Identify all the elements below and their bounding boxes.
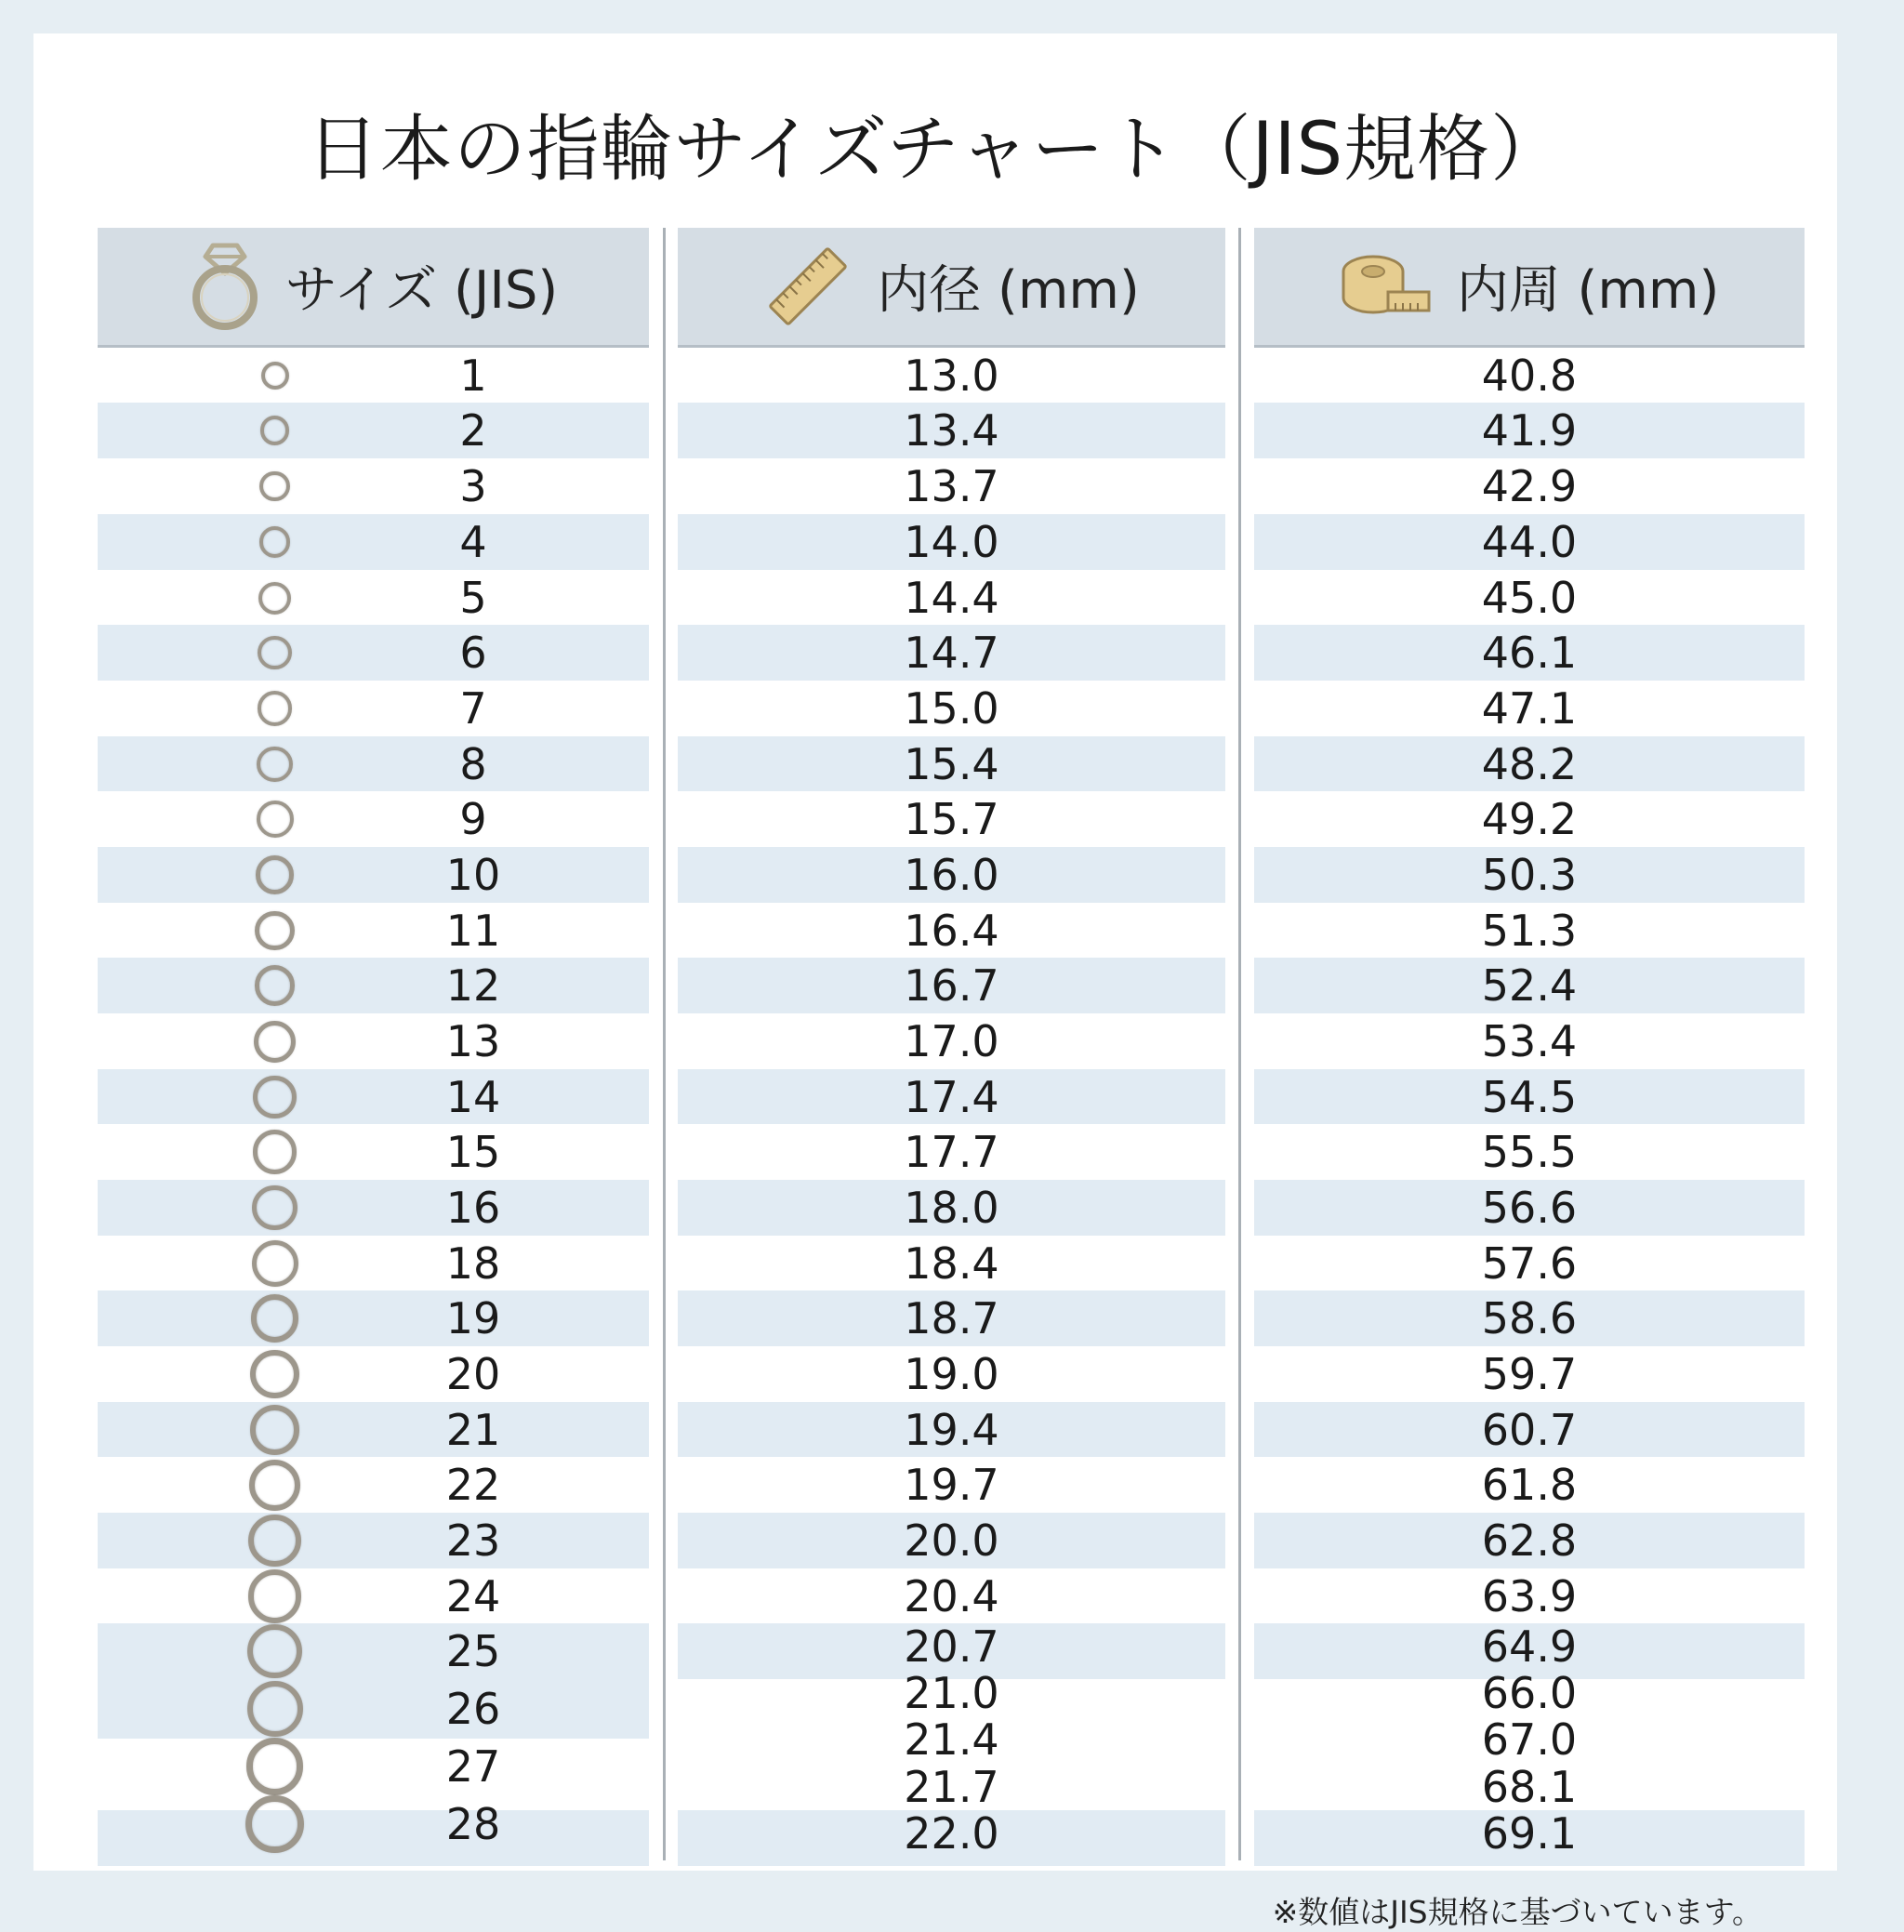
- diameter-row: [678, 1124, 1225, 1180]
- size-row: [98, 1124, 649, 1180]
- circumference-row: [1254, 1346, 1805, 1402]
- diameter-value: 21.7: [904, 1761, 999, 1812]
- diameter-row: [678, 903, 1225, 958]
- size-row: [98, 681, 649, 736]
- size-row: [98, 903, 649, 959]
- size-row: [98, 1290, 649, 1346]
- ring-cell: [98, 1568, 452, 1624]
- circumference-row: [1254, 1623, 1805, 1670]
- circumference-row: [1254, 1236, 1805, 1290]
- diameter-value: 18.0: [904, 1183, 999, 1233]
- diameter-row: [678, 958, 1225, 1013]
- diameter-value: 18.7: [904, 1293, 999, 1343]
- size-row: [98, 1180, 649, 1236]
- circumference-row: [1254, 514, 1805, 570]
- diameter-row: [678, 1013, 1225, 1069]
- circumference-value: 59.7: [1481, 1349, 1578, 1399]
- column-divider: [1238, 228, 1241, 1860]
- tape-measure-icon: [1340, 251, 1433, 322]
- size-row: [98, 958, 649, 1013]
- circumference-value: 67.0: [1481, 1714, 1578, 1765]
- circumference-value: 50.3: [1481, 850, 1578, 900]
- size-row: [98, 1623, 649, 1679]
- diameter-row: [678, 1716, 1225, 1763]
- ring-size-icon: [253, 1076, 296, 1118]
- diameter-column: [678, 228, 1225, 1859]
- diameter-row: [678, 1810, 1225, 1857]
- circumference-row: [1254, 1457, 1805, 1513]
- ring-cell: [98, 1681, 452, 1737]
- size-number: 9: [459, 794, 487, 844]
- diameter-value: 16.4: [904, 905, 999, 956]
- diameter-value: 21.0: [904, 1668, 999, 1718]
- ring-cell: [98, 1796, 452, 1852]
- size-column-header: [98, 228, 649, 348]
- size-number: 15: [445, 1127, 501, 1177]
- ring-size-icon: [250, 1405, 300, 1455]
- size-number: 23: [445, 1515, 501, 1566]
- ring-size-icon: [252, 1185, 298, 1231]
- size-column: [98, 228, 649, 1849]
- diameter-value: 21.4: [904, 1714, 999, 1765]
- circumference-value: 58.6: [1481, 1293, 1578, 1343]
- circumference-value: 56.6: [1481, 1183, 1578, 1233]
- circumference-value: 69.1: [1481, 1808, 1578, 1859]
- size-number: 27: [445, 1741, 501, 1792]
- diameter-row: [678, 570, 1225, 625]
- diameter-row: [678, 458, 1225, 514]
- diameter-value: 17.4: [904, 1071, 999, 1122]
- size-row: [98, 1346, 649, 1402]
- ring-size-icon: [245, 1795, 304, 1854]
- ring-icon: [189, 242, 261, 331]
- diameter-row: [678, 1513, 1225, 1568]
- size-row: [98, 458, 649, 514]
- ring-size-icon: [246, 1738, 303, 1794]
- circumference-value: 40.8: [1481, 350, 1578, 401]
- ring-cell: [98, 1236, 452, 1291]
- ring-cell: [98, 791, 452, 847]
- circumference-row: [1254, 1716, 1805, 1763]
- ring-size-icon: [259, 526, 291, 558]
- circumference-row: [1254, 736, 1805, 791]
- ring-cell: [98, 1346, 452, 1402]
- size-number: 19: [445, 1293, 501, 1343]
- circumference-value: 54.5: [1481, 1071, 1578, 1122]
- size-row: [98, 570, 649, 626]
- circumference-row: [1254, 570, 1805, 625]
- ring-cell: [98, 903, 452, 959]
- diameter-value: 20.0: [904, 1515, 999, 1566]
- ruler-icon: [763, 242, 853, 331]
- size-number: 10: [445, 850, 501, 900]
- circumference-row: [1254, 1513, 1805, 1568]
- diameter-row: [678, 1568, 1225, 1623]
- ring-cell: [98, 1402, 452, 1458]
- circumference-row: [1254, 1290, 1805, 1346]
- diameter-value: 19.0: [904, 1349, 999, 1399]
- diameter-value: 18.4: [904, 1237, 999, 1289]
- circumference-row: [1254, 458, 1805, 514]
- ring-size-icon: [257, 801, 294, 838]
- ring-size-icon: [250, 1350, 299, 1399]
- ring-size-icon: [247, 1681, 303, 1737]
- diameter-value: 16.7: [904, 960, 999, 1011]
- diameter-row: [678, 1402, 1225, 1457]
- circumference-value: 57.6: [1481, 1237, 1578, 1289]
- circumference-value: 60.7: [1481, 1404, 1578, 1455]
- circumference-value: 63.9: [1481, 1570, 1578, 1621]
- circumference-value: 52.4: [1481, 960, 1578, 1011]
- diameter-row: [678, 847, 1225, 903]
- size-row: [98, 514, 649, 570]
- circumference-row: [1254, 1402, 1805, 1457]
- diameter-row: [678, 681, 1225, 736]
- diameter-value: 15.0: [904, 683, 999, 734]
- chart-card: [33, 33, 1837, 1930]
- circumference-row: [1254, 903, 1805, 958]
- circumference-value: 64.9: [1481, 1621, 1578, 1672]
- circumference-value: 46.1: [1481, 628, 1578, 678]
- ring-size-icon: [252, 1240, 298, 1287]
- ring-cell: [98, 1290, 452, 1346]
- ring-cell: [98, 681, 452, 736]
- ring-cell: [98, 570, 452, 626]
- ring-cell: [98, 1739, 452, 1794]
- diameter-value: 17.7: [904, 1127, 999, 1177]
- ring-size-icon: [255, 911, 295, 951]
- diameter-column-header: [678, 228, 1225, 348]
- circumference-value: 44.0: [1481, 517, 1578, 567]
- size-row: [98, 1236, 649, 1291]
- ring-cell: [98, 847, 452, 903]
- size-number: 16: [445, 1183, 501, 1233]
- size-row: [98, 1013, 649, 1069]
- circumference-value: 48.2: [1481, 738, 1578, 789]
- ring-cell: [98, 1180, 452, 1236]
- circumference-row: [1254, 681, 1805, 736]
- ring-cell: [98, 1623, 452, 1679]
- size-number: 11: [445, 906, 501, 956]
- circumference-row: [1254, 625, 1805, 681]
- diameter-value: 13.7: [904, 461, 999, 511]
- ring-size-icon: [257, 747, 293, 783]
- diameter-value: 17.0: [904, 1016, 999, 1066]
- circumference-value: 42.9: [1481, 461, 1578, 511]
- size-number: 28: [445, 1799, 501, 1849]
- size-header-label: サイズ (JIS): [284, 260, 559, 321]
- size-row: [98, 348, 649, 404]
- ring-size-icon: [260, 416, 289, 444]
- diameter-row: [678, 1457, 1225, 1513]
- ring-cell: [98, 403, 452, 458]
- diameter-row: [678, 1763, 1225, 1810]
- size-number: 6: [459, 628, 487, 678]
- size-number: 3: [459, 461, 487, 511]
- circumference-row: [1254, 847, 1805, 903]
- diameter-row: [678, 791, 1225, 847]
- size-number: 12: [445, 960, 501, 1011]
- circumference-value: 51.3: [1481, 905, 1578, 956]
- size-number: 25: [445, 1626, 501, 1676]
- size-number: 26: [445, 1684, 501, 1734]
- circumference-value: 61.8: [1481, 1460, 1578, 1510]
- ring-size-icon: [248, 1569, 302, 1623]
- ring-size-icon: [259, 471, 290, 502]
- size-row: [98, 1739, 649, 1794]
- ring-cell: [98, 348, 452, 404]
- size-number: 20: [445, 1349, 501, 1399]
- diameter-header-label: 内径 (mm): [877, 260, 1140, 321]
- size-row: [98, 847, 649, 903]
- page-title: 日本の指輪サイズチャート（JIS規格）: [306, 108, 1565, 192]
- circumference-column-header: [1254, 228, 1805, 348]
- ring-cell: [98, 458, 452, 514]
- diameter-row: [678, 1290, 1225, 1346]
- ring-size-icon: [248, 1515, 300, 1567]
- circumference-row: [1254, 1069, 1805, 1124]
- diameter-row: [678, 348, 1225, 403]
- diameter-value: 19.7: [904, 1460, 999, 1510]
- size-row: [98, 1796, 649, 1852]
- ring-cell: [98, 1457, 452, 1513]
- diameter-value: 16.0: [904, 850, 999, 900]
- ring-size-icon: [261, 362, 289, 390]
- circumference-row: [1254, 1763, 1805, 1810]
- diameter-value: 20.7: [904, 1621, 999, 1672]
- diameter-row: [678, 1180, 1225, 1236]
- ring-cell: [98, 1069, 452, 1125]
- circumference-value: 66.0: [1481, 1668, 1578, 1718]
- size-number: 13: [445, 1016, 501, 1066]
- diameter-value: 15.4: [904, 738, 999, 789]
- size-row: [98, 1457, 649, 1513]
- circumference-value: 55.5: [1481, 1127, 1578, 1177]
- diameter-row: [678, 1670, 1225, 1716]
- ring-size-icon: [258, 582, 291, 615]
- circumference-value: 47.1: [1481, 683, 1578, 734]
- size-row: [98, 1568, 649, 1624]
- circumference-value: 68.1: [1481, 1761, 1578, 1812]
- ring-cell: [98, 1513, 452, 1568]
- circumference-value: 49.2: [1481, 794, 1578, 844]
- size-number: 24: [445, 1571, 501, 1621]
- diameter-value: 22.0: [904, 1808, 999, 1859]
- circumference-row: [1254, 791, 1805, 847]
- diameter-value: 14.4: [904, 572, 999, 623]
- size-number: 1: [459, 351, 487, 401]
- footnote: ※数値はJIS規格に基づいています。: [1272, 1894, 1763, 1930]
- ring-size-icon: [251, 1294, 298, 1342]
- size-number: 4: [459, 517, 487, 567]
- ring-cell: [98, 1124, 452, 1180]
- size-row: [98, 403, 649, 458]
- ring-cell: [98, 625, 452, 681]
- size-number: 21: [445, 1405, 501, 1455]
- circumference-value: 45.0: [1481, 572, 1578, 623]
- size-number: 2: [459, 405, 487, 456]
- ring-size-icon: [255, 965, 296, 1006]
- size-number: 22: [445, 1460, 501, 1510]
- circumference-value: 41.9: [1481, 405, 1578, 456]
- size-number: 5: [459, 573, 487, 623]
- size-number: 14: [445, 1072, 501, 1122]
- circumference-row: [1254, 348, 1805, 403]
- circumference-value: 62.8: [1481, 1515, 1578, 1566]
- size-row: [98, 736, 649, 792]
- circumference-row: [1254, 1180, 1805, 1236]
- size-row: [98, 625, 649, 681]
- diameter-row: [678, 1069, 1225, 1124]
- ring-cell: [98, 1013, 452, 1069]
- circumference-row: [1254, 958, 1805, 1013]
- size-row: [98, 791, 649, 847]
- size-number: 7: [459, 683, 487, 734]
- size-number: 8: [459, 739, 487, 789]
- ring-cell: [98, 736, 452, 792]
- size-row: [98, 1513, 649, 1568]
- circumference-row: [1254, 1670, 1805, 1716]
- size-row: [98, 1681, 649, 1737]
- size-number: 18: [445, 1238, 501, 1289]
- diameter-row: [678, 403, 1225, 458]
- diameter-value: 20.4: [904, 1570, 999, 1621]
- diameter-row: [678, 1236, 1225, 1290]
- circumference-row: [1254, 1810, 1805, 1857]
- ring-size-icon: [253, 1130, 298, 1174]
- circumference-header-label: 内周 (mm): [1456, 260, 1720, 321]
- diameter-value: 13.4: [904, 405, 999, 456]
- circumference-row: [1254, 1013, 1805, 1069]
- diameter-value: 14.7: [904, 628, 999, 678]
- ring-size-icon: [249, 1460, 300, 1511]
- column-divider: [663, 228, 666, 1860]
- diameter-value: 13.0: [904, 350, 999, 401]
- diameter-row: [678, 514, 1225, 570]
- diameter-value: 19.4: [904, 1404, 999, 1455]
- size-row: [98, 1069, 649, 1125]
- ring-cell: [98, 958, 452, 1013]
- size-row: [98, 1402, 649, 1458]
- ring-size-icon: [258, 636, 291, 669]
- circumference-value: 53.4: [1481, 1016, 1578, 1066]
- circumference-row: [1254, 403, 1805, 458]
- circumference-row: [1254, 1124, 1805, 1180]
- ring-size-icon: [254, 1021, 296, 1063]
- diameter-row: [678, 736, 1225, 791]
- ring-size-icon: [258, 691, 293, 726]
- circumference-row: [1254, 1568, 1805, 1623]
- ring-cell: [98, 514, 452, 570]
- ring-size-icon: [247, 1624, 302, 1679]
- diameter-row: [678, 625, 1225, 681]
- diameter-row: [678, 1623, 1225, 1670]
- circumference-column: [1254, 228, 1805, 1859]
- diameter-row: [678, 1346, 1225, 1402]
- ring-size-icon: [256, 855, 294, 893]
- diameter-value: 14.0: [904, 517, 999, 567]
- diameter-value: 15.7: [904, 794, 999, 844]
